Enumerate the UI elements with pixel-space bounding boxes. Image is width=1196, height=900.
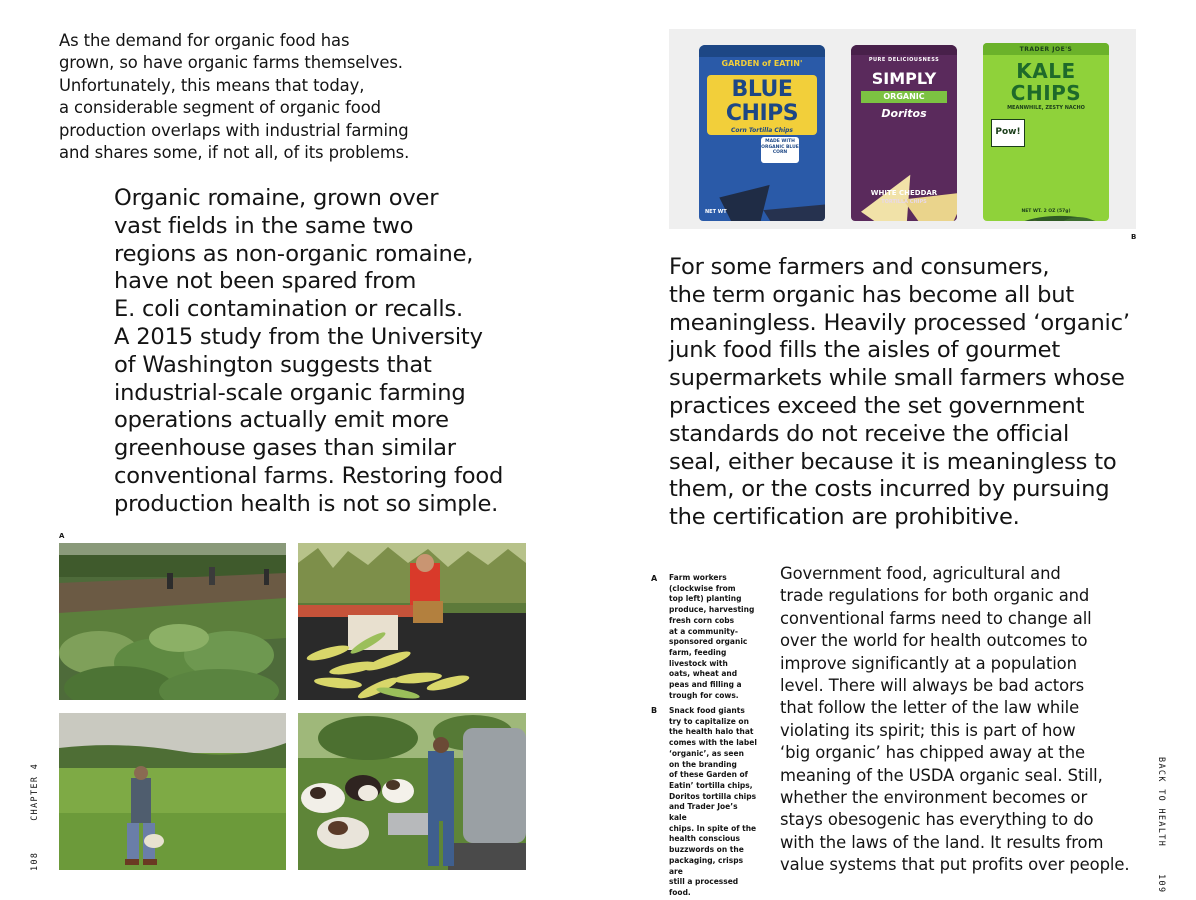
caption-text-b: Snack food giants try to capitalize on the health halo that comes with the label ‘organic’, as seen on the branding of these Garden of Eatin’ tortilla chips, Doritos tortilla chips and Trader Joe’s kale chips. In spite of the health conscious buzzwords on the packaging, crisps are still a processed food.	[669, 706, 757, 897]
kale-bag-title-1: KALE	[1016, 59, 1076, 83]
photo-feeding-livestock	[59, 713, 286, 870]
caption-key-a: A	[651, 574, 658, 583]
right-folio	[1157, 757, 1167, 893]
kale-bag-title-2: CHIPS	[1010, 81, 1082, 105]
caption-text-a: Farm workers (clockwise from top left) planting produce, harvesting fresh corn cobs at a community- sponsored organic farm, feeding livestock with oats, wheat and peas and filling a trough for cows.	[669, 573, 755, 700]
simply-bag-tagline: PURE DELICIOUSNESS	[868, 57, 940, 63]
kale-bag-pow: Pow!	[995, 127, 1021, 137]
blue-bag-badge: MADE WITH ORGANIC BLUE CORN	[761, 139, 799, 155]
blue-bag-title-2: CHIPS	[725, 101, 799, 126]
chip-bag-blue-chips	[699, 45, 825, 221]
pull-quote-right: For some farmers and consumers, the term organic has become all but meaningless. Heavily processed ‘organic’ junk food fills the aisles of gourmet supermarkets while small farmers whose practices exceed the set government standards do not receive the official seal, either because it is meaningless to them, or the costs incurred by pursuing the certification are prohibitive.	[669, 254, 1130, 531]
chip-bag-simply-doritos	[851, 45, 957, 221]
photo-harvesting-corn	[298, 543, 526, 700]
blue-bag-brand: GARDEN of EATIN'	[721, 59, 803, 68]
page-number-right: 109	[1157, 874, 1167, 894]
blue-bag-subtitle: Corn Tortilla Chips	[730, 127, 794, 134]
chip-bag-kale-chips	[983, 43, 1109, 221]
page-number-left: 108	[29, 851, 39, 871]
blue-bag-net-wt: NET WT	[705, 209, 727, 215]
intro-paragraph: As the demand for organic food has grown, so have organic farms themselves. Unfortunately, this means that today, a considerable segment of organic food production overlaps with industrial farming and shares some, if not all, of its problems.	[59, 31, 410, 163]
blue-bag-title-1: BLUE	[731, 77, 793, 102]
figure-label-b: B	[1131, 233, 1137, 241]
kale-bag-flavor: MEANWHILE, ZESTY NACHO	[1007, 105, 1085, 111]
simply-bag-flavor: WHITE CHEDDAR	[870, 189, 938, 197]
simply-bag-title: SIMPLY	[871, 69, 937, 88]
kale-bag-net-wt: NET WT. 2 OZ (57g)	[1021, 209, 1071, 214]
simply-bag-subflavor: TORTILLA CHIPS	[881, 199, 927, 205]
left-folio	[29, 763, 39, 871]
running-head-right: BACK TO HEALTH	[1157, 757, 1167, 848]
figure-label-a: A	[59, 532, 65, 540]
pull-quote-left: Organic romaine, grown over vast fields in the same two regions as non-organic romaine, have not been spared from E. coli contamination or recalls. A 2015 study from the University of Washington suggests that industrial-scale organic farming operations actually emit more greenhouse gases than similar conventional farms. Restoring food production health is not so simple.	[114, 185, 504, 517]
kale-bag-brand: TRADER JOE'S	[1019, 46, 1073, 53]
caption-key-b: B	[651, 706, 658, 715]
photo-chip-bags	[669, 29, 1136, 229]
photo-filling-trough	[298, 713, 526, 870]
simply-bag-band: ORGANIC	[883, 92, 925, 101]
simply-bag-brand: Doritos	[881, 107, 927, 120]
photo-planting-produce	[59, 543, 286, 700]
running-head-left: CHAPTER 4	[29, 762, 39, 821]
body-paragraph-right: Government food, agricultural and trade regulations for both organic and conventional farms need to change all over the world for health outcomes to improve significantly at a population level. There will always be bad actors that follow the letter of the law while violating its spirit; this is part of how ‘big organic’ has chipped away at the meaning of the USDA organic seal. Still, whether the environment becomes or stays obesogenic has everything to do with the laws of the land. It results from value systems that put profits over people.	[780, 564, 1130, 875]
